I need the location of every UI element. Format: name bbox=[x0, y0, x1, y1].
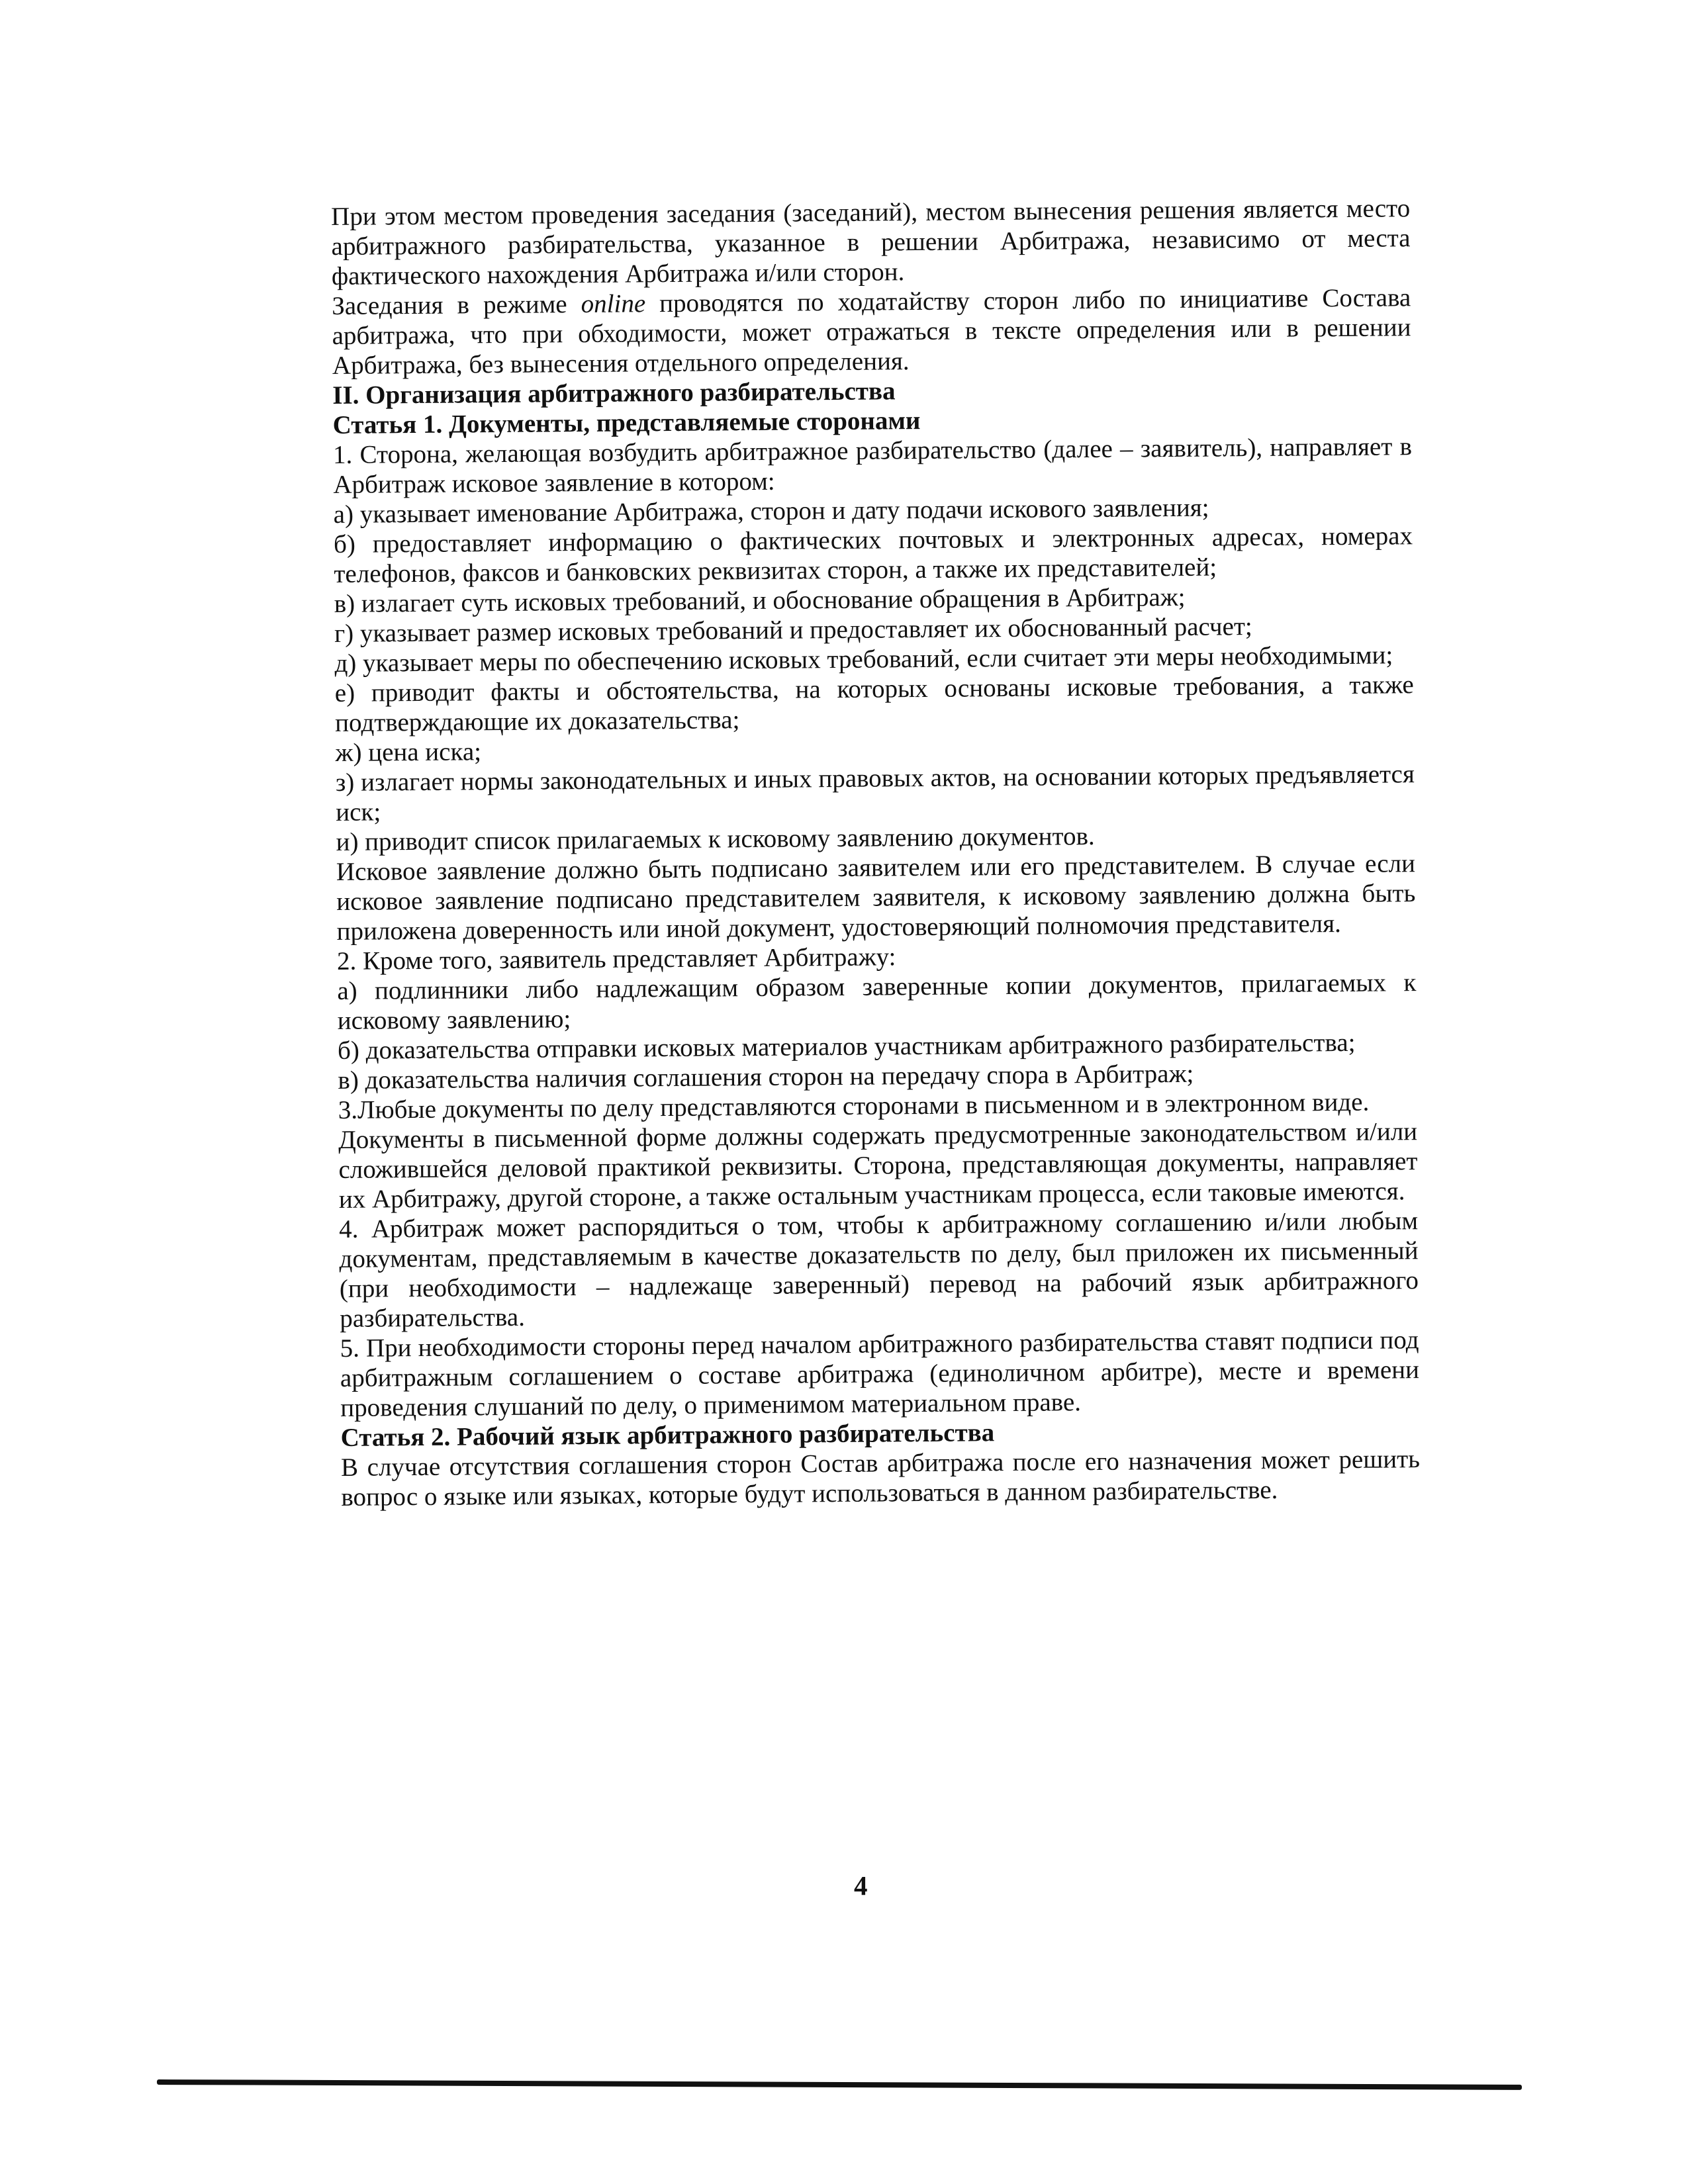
article-1-item-3: 3.Любые документы по делу представляются сторонами в письменном и в электронном виде. bbox=[338, 1087, 1370, 1124]
article-1-heading: Статья 1. Документы, представляемые сторонами bbox=[332, 406, 921, 439]
article-1-item-5: 5. При необходимости стороны перед началом арбитражного разбирательства ставят подписи под арбитражным соглашением о составе арбитража (единоличном арбитре), месте и времени проведения слушаний по делу, о применимом материальном праве. bbox=[340, 1326, 1420, 1422]
paragraph-venue: При этом местом проведения заседания (заседаний), местом вынесения решения является место арбитражного разбирательства, указанное в решении Арбитража, независимо от места фактического нахождения Арбитража и/или сторон. bbox=[331, 194, 1411, 291]
article-1-item-1g: г) указывает размер исковых требований и предоставляет их обоснованный расчет; bbox=[334, 612, 1252, 648]
article-1-item-4: 4. Арбитраж может распорядиться о том, чтобы к арбитражному соглашению и/или любым документам, представляемым в качестве доказательств по делу, был приложен их письменный (при необходимости – надлежаще заверенный) перевод на рабочий язык арбитражного разбирательства. bbox=[339, 1206, 1419, 1333]
article-1-item-1zh: ж) цена иска; bbox=[335, 737, 482, 767]
article-2-heading: Статья 2. Рабочий язык арбитражного разбирательства bbox=[340, 1418, 995, 1452]
online-sessions-text-start: Заседания в режиме bbox=[332, 290, 581, 320]
article-1-item-2b: б) доказательства отправки исковых материалов участникам арбитражного разбирательства; bbox=[337, 1028, 1356, 1065]
article-1-item-2v: в) доказательства наличия соглашения сторон на передачу спора в Арбитраж; bbox=[338, 1059, 1194, 1095]
document-body bbox=[331, 193, 1421, 1512]
page-number: 4 bbox=[854, 1870, 868, 1901]
article-1-item-1e: е) приводит факты и обстоятельства, на которых основаны исковые требования, а также подтверждающие их доказательства; bbox=[334, 670, 1414, 737]
paragraph-online-sessions bbox=[332, 283, 1411, 381]
bottom-rule-line bbox=[157, 2079, 1522, 2090]
online-italic-term: online bbox=[581, 289, 646, 319]
section-heading-organization: II. Организация арбитражного разбирательства bbox=[332, 377, 896, 410]
article-1-item-1b: б) предоставляет информацию о фактических почтовых и электронных адресах, номерах телефонов, факсов и банковских реквизитах сторон, а также их представителей; bbox=[333, 522, 1413, 588]
article-1-item-1d: д) указывает меры по обеспечению исковых требований, если считает эти меры необходимыми; bbox=[334, 641, 1393, 678]
article-1-item-1: 1. Сторона, желающая возбудить арбитражное разбирательство (далее – заявитель), направляет в Арбитраж исковое заявление в котором: bbox=[332, 432, 1413, 499]
article-1-item-2: 2. Кроме того, заявитель представляет Арбитражу: bbox=[336, 942, 896, 976]
paragraph-signature: Исковое заявление должно быть подписано заявителем или его представителем. В случае если исковое заявление подписано представителем заявителя, к исковому заявлению должна быть приложена доверенность или иной документ, удостоверяющий полномочия представителя. bbox=[336, 849, 1416, 946]
article-2-paragraph: В случае отсутствия соглашения сторон Состав арбитража после его назначения может решить вопрос о языке или языках, которые будут использоваться в данном разбирательстве. bbox=[340, 1445, 1421, 1512]
article-1-item-1a: а) указывает именование Арбитража, сторон и дату подачи искового заявления; bbox=[333, 493, 1209, 529]
paragraph-written-form: Документы в письменной форме должны содержать предусмотренные законодательством и/или сложившейся деловой практикой реквизиты. Сторона, представляющая документы, направляет их Арбитражу, другой стороне, а также остальным участникам процесса, если таковые имеются. bbox=[338, 1117, 1418, 1214]
article-1-item-1v: в) излагает суть исковых требований, и обоснование обращения в Арбитраж; bbox=[334, 582, 1186, 618]
article-1-item-1i: и) приводит список прилагаемых к исковому заявлению документов. bbox=[336, 821, 1095, 856]
online-sessions-text-end: проводятся по ходатайству сторон либо по инициативе Состава арбитража, что при обходимости, может отражаться в тексте определения или в решении Арбитража, без вынесения отдельного определения. bbox=[332, 283, 1411, 380]
article-1-item-2a: а) подлинники либо надлежащим образом заверенные копии документов, прилагаемых к исковому заявлению; bbox=[337, 968, 1417, 1035]
article-1-item-1z: з) излагает нормы законодательных и иных правовых актов, на основании которых предъявляется иск; bbox=[335, 760, 1415, 827]
